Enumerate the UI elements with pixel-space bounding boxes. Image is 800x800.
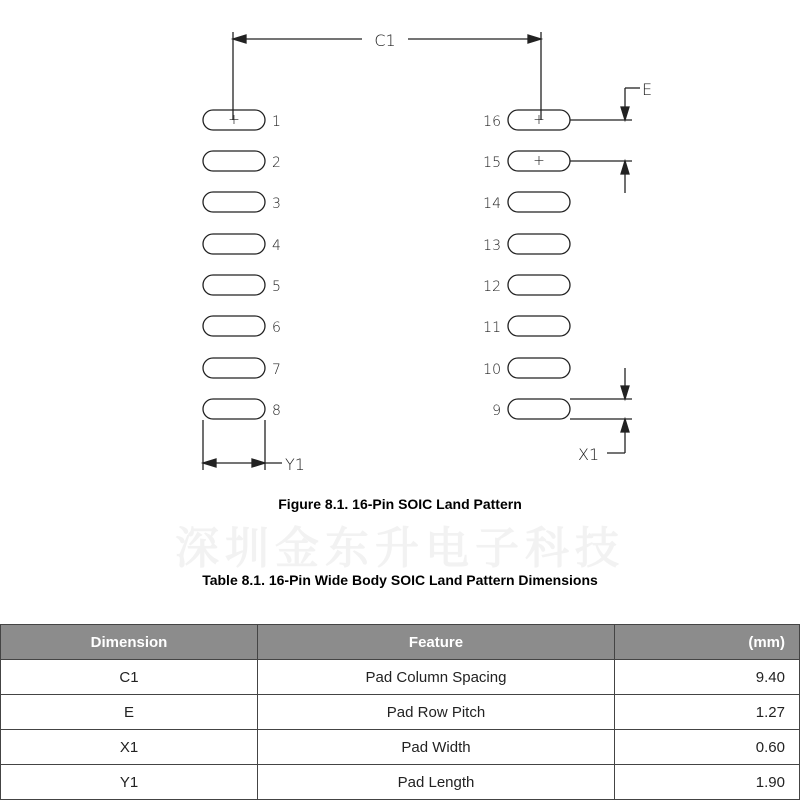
pad-outline (203, 192, 265, 212)
cell-mm: 1.90 (615, 765, 800, 800)
dimensions-table (0, 624, 800, 800)
pin-number: 5 (272, 279, 281, 295)
cell-dimension: Y1 (1, 765, 258, 800)
pad-outline (203, 358, 265, 378)
pad-outline (508, 358, 570, 378)
cell-dimension: X1 (1, 730, 258, 765)
pad (483, 358, 570, 378)
cell-feature: Pad Row Pitch (258, 695, 615, 730)
pad-outline (203, 275, 265, 295)
header-mm: (mm) (615, 625, 800, 660)
header-dimension: Dimension (1, 625, 258, 660)
pin-number: 6 (272, 320, 281, 336)
table-row (1, 660, 800, 695)
pad-outline (508, 316, 570, 336)
pin-number: 16 (483, 114, 501, 130)
pin-number: 2 (272, 155, 281, 171)
pin-number: 15 (483, 155, 501, 171)
e-label: E (642, 80, 653, 99)
x1-label: X1 (578, 445, 600, 464)
pin-number: 13 (483, 238, 501, 254)
pad (203, 151, 281, 171)
e-dimension (570, 88, 640, 193)
cell-feature: Pad Width (258, 730, 615, 765)
cell-dimension: E (1, 695, 258, 730)
y1-dimension (203, 420, 282, 470)
pad-outline (203, 316, 265, 336)
y1-label: Y1 (285, 455, 305, 474)
cell-mm: 9.40 (615, 660, 800, 695)
pad (203, 110, 281, 130)
pad (203, 192, 281, 212)
cell-mm: 0.60 (615, 730, 800, 765)
cell-dimension: C1 (1, 660, 258, 695)
pin-number: 7 (272, 362, 281, 378)
right-pad-column (483, 110, 570, 419)
pad (203, 234, 281, 254)
pad (492, 399, 570, 419)
pin-one-marker: + (533, 153, 545, 169)
pad-outline (508, 399, 570, 419)
header-feature: Feature (258, 625, 615, 660)
pin-number: 11 (483, 320, 501, 336)
cell-feature: Pad Length (258, 765, 615, 800)
pad-outline (508, 234, 570, 254)
pin-number: 12 (483, 279, 501, 295)
pad-outline (203, 234, 265, 254)
table-caption: Table 8.1. 16-Pin Wide Body SOIC Land Pattern Dimensions (202, 572, 598, 588)
pin-number: 3 (272, 196, 281, 212)
pad-outline (508, 275, 570, 295)
c1-label: C1 (374, 31, 396, 50)
figure-caption: Figure 8.1. 16-Pin SOIC Land Pattern (278, 496, 522, 512)
table-row (1, 695, 800, 730)
pin-number: 9 (492, 403, 501, 419)
pad-outline (203, 399, 265, 419)
pad (483, 275, 570, 295)
pin-number: 4 (272, 238, 281, 254)
pad (483, 110, 570, 130)
watermark: 深圳金东升电子科技 (175, 523, 625, 574)
pin-number: 14 (483, 196, 501, 212)
pin-number: 8 (272, 403, 281, 419)
pad (203, 358, 281, 378)
pad (483, 192, 570, 212)
pad (483, 316, 570, 336)
pin-number: 10 (483, 362, 501, 378)
pad (203, 316, 281, 336)
pad (483, 234, 570, 254)
pin-number: 1 (272, 114, 281, 130)
table-header-row (1, 625, 800, 660)
pad-outline (508, 192, 570, 212)
pad (203, 275, 281, 295)
pin-one-marker: + (228, 112, 240, 128)
x1-dimension (570, 368, 632, 453)
pad (203, 399, 281, 419)
left-pad-column (203, 110, 281, 419)
cell-mm: 1.27 (615, 695, 800, 730)
cell-feature: Pad Column Spacing (258, 660, 615, 695)
pad (483, 151, 570, 171)
table-row (1, 765, 800, 800)
pad-outline (203, 151, 265, 171)
pin-one-marker: + (533, 112, 545, 128)
table-row (1, 730, 800, 765)
